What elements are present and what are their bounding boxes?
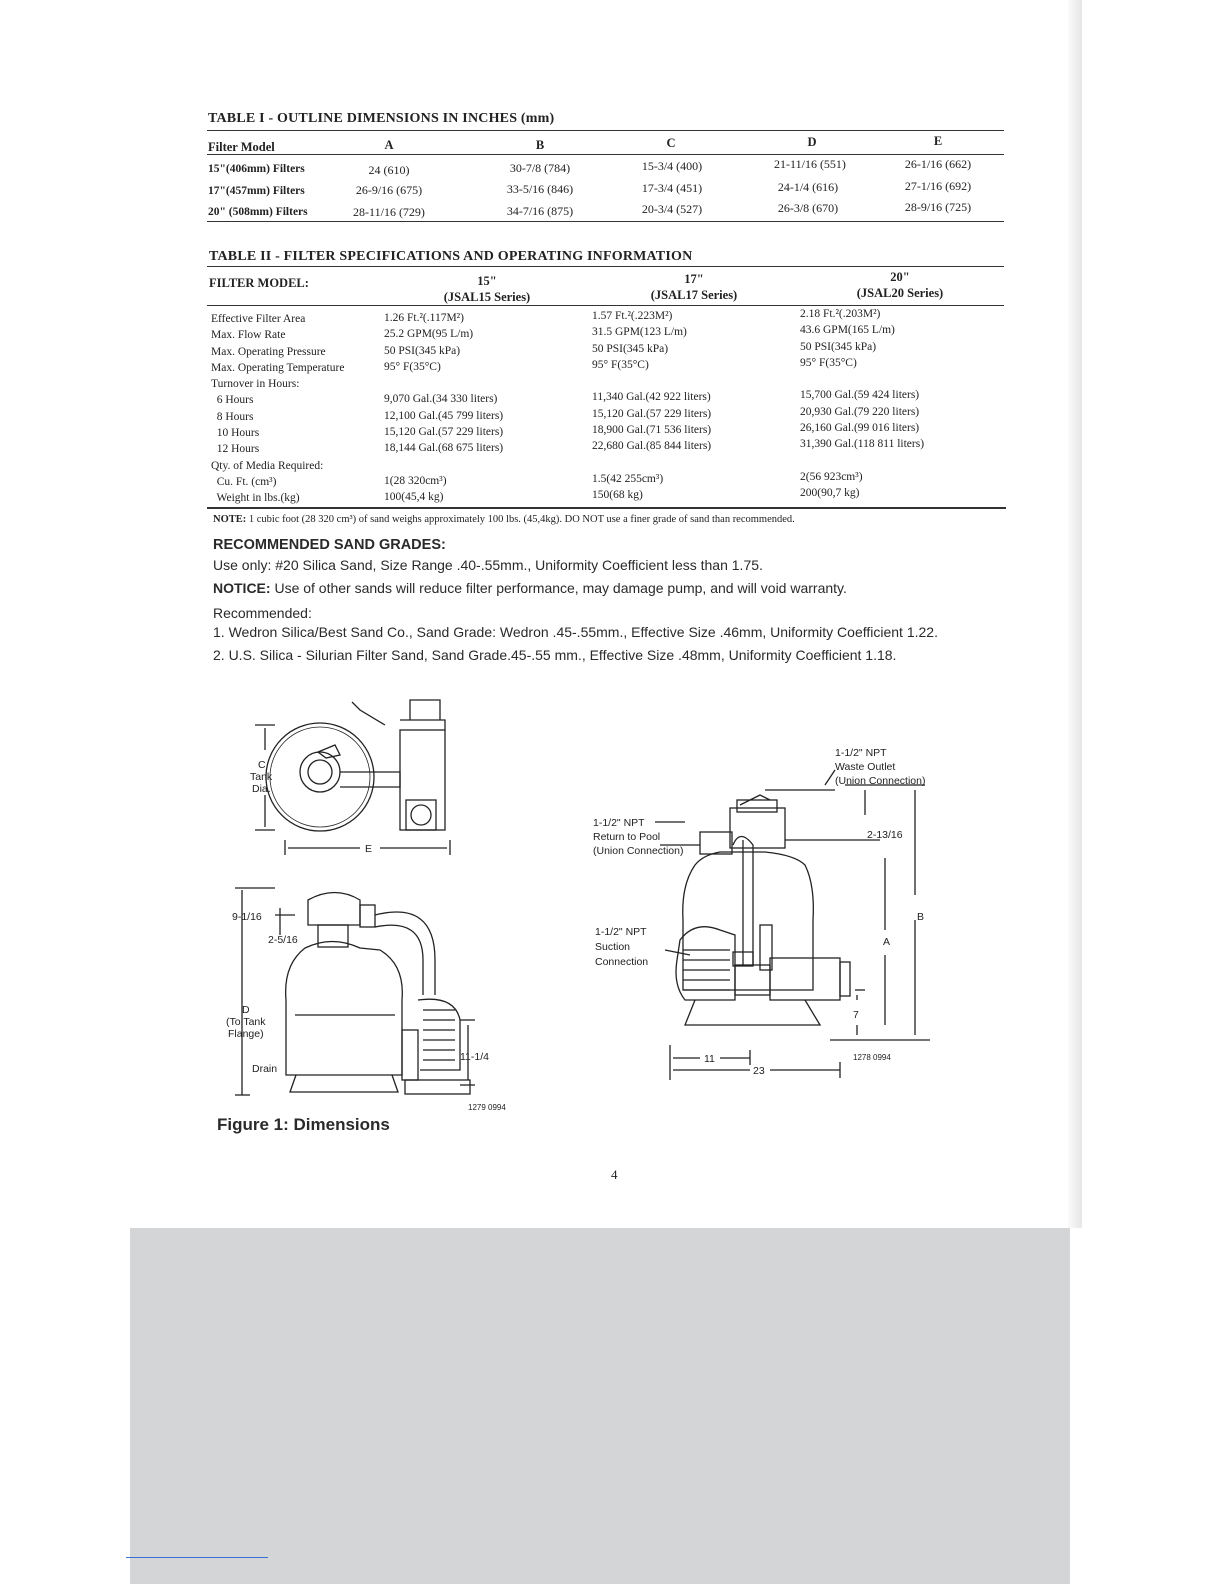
side-view-b-label: B — [917, 911, 925, 923]
table1-header-model: Filter Model — [208, 140, 275, 154]
notice-text: Use of other sands will reduce filter performance, may damage pump, and will void warranty. — [270, 580, 847, 596]
table2-model-17-size: 17" — [684, 272, 704, 286]
table1-row1-b: 30-7/8 (784) — [509, 161, 571, 175]
table1-row1-c: 15-3/4 (400) — [641, 159, 703, 173]
figure-top-view — [240, 690, 470, 860]
waste-label-3: (Union Connection) — [835, 775, 926, 787]
table1-row3-d: 26-3/8 (670) — [777, 201, 839, 215]
table1-header-rule — [207, 154, 1004, 155]
side-view-dim-11: 11 — [704, 1053, 715, 1065]
table1-row2-c: 17-3/4 (451) — [641, 181, 703, 195]
front-view-d-label: D — [242, 1004, 250, 1016]
suction-label-3: Connection — [595, 956, 649, 968]
front-view-to-tank: (To Tank — [226, 1016, 266, 1028]
table1-header-a: A — [384, 138, 394, 152]
table1-title: TABLE I - OUTLINE DIMENSIONS IN INCHES (mm) — [208, 111, 555, 126]
note-label: NOTE: — [213, 514, 247, 525]
table1-row1-d: 21-11/16 (551) — [774, 157, 846, 171]
link-underline[interactable] — [126, 1557, 268, 1558]
table2-top-rule — [207, 266, 1004, 267]
front-view-drain: Drain — [252, 1063, 278, 1075]
page-right-edge — [1068, 0, 1082, 1228]
table1-row2-a: 26-9/16 (675) — [355, 183, 423, 197]
sand-notice — [213, 580, 847, 596]
table2-model-label: FILTER MODEL: — [209, 276, 309, 290]
return-label-3: (Union Connection) — [593, 845, 684, 857]
sand-recommended: Recommended: — [213, 605, 312, 621]
table1-row2-e: 27-1/16 (692) — [904, 179, 972, 193]
sand-item-1: 1. Wedron Silica/Best Sand Co., Sand Grade: Wedron .45-.55mm., Effective Size .46mm, Uniformity Coefficient 1.22. — [213, 624, 938, 640]
table1-header-b: B — [535, 138, 545, 152]
front-view-flange: Flange) — [228, 1028, 264, 1040]
table1-row2-d: 24-1/4 (616) — [777, 180, 839, 194]
table1-row1-a: 24 (610) — [368, 163, 410, 177]
sand-heading: RECOMMENDED SAND GRADES: — [213, 537, 446, 553]
table1-row3-a: 28-11/16 (729) — [353, 205, 425, 219]
note-text: 1 cubic foot (28 320 cm³) of sand weighs approximately 100 lbs. (45,4kg). DO NOT use a finer grade of sand than recommended. — [246, 514, 795, 525]
table1-row2-model: 17"(457mm) Filters — [208, 185, 305, 197]
table1-row3-b: 34-7/16 (875) — [506, 204, 574, 218]
suction-label-1: 1-1/2" NPT — [595, 926, 647, 938]
sand-use-only: Use only: #20 Silica Sand, Size Range .40-.55mm., Uniformity Coefficient less than 1.75. — [213, 557, 763, 573]
top-view-tank-label: Tank — [250, 771, 273, 783]
figure-side-view — [585, 740, 955, 1085]
table2-model-20-series: (JSAL20 Series) — [856, 286, 944, 300]
table1-row1-e: 26-1/16 (662) — [904, 157, 972, 171]
front-view-dim-2: 2-5/16 — [268, 934, 298, 946]
table1-row3-e: 28-9/16 (725) — [904, 200, 972, 214]
side-view-a-label: A — [883, 936, 891, 948]
table2-title: TABLE II - FILTER SPECIFICATIONS AND OPERATING INFORMATION — [209, 249, 693, 264]
table2-model-15-size: 15" — [477, 274, 497, 288]
waste-label-2: Waste Outlet — [835, 761, 896, 773]
waste-label-1: 1-1/2" NPT — [835, 747, 887, 759]
table1-header-d: D — [807, 135, 817, 149]
side-view-code: 1278 0994 — [853, 1053, 891, 1062]
table1-bottom-rule — [207, 221, 1004, 222]
table2-model-17-series: (JSAL17 Series) — [650, 288, 738, 302]
table2-bottom-rule — [207, 507, 1006, 509]
table1-row3-c: 20-3/4 (527) — [641, 202, 703, 216]
sand-item-2: 2. U.S. Silica - Silurian Filter Sand, Sand Grade.45-.55 mm., Effective Size .48mm, Uniformity Coefficient 1.18. — [213, 647, 897, 663]
table2-note — [213, 514, 795, 525]
side-view-dim-7: 7 — [853, 1009, 859, 1021]
front-view-dim-11: 11-1/4 — [460, 1051, 489, 1063]
table1-header-e: E — [933, 134, 943, 148]
table2-model-20-size: 20" — [890, 270, 910, 284]
table1-top-rule — [207, 130, 1004, 131]
return-label-2: Return to Pool — [593, 831, 661, 843]
scan-background — [130, 1228, 1070, 1584]
front-view-code: 1279 0994 — [468, 1103, 506, 1112]
front-view-dim-9: 9-1/16 — [232, 911, 262, 923]
table2-col-20: 2.18 Ft.²(.203M²) 43.6 GPM(165 L/m) 50 PSI(345 kPa) 95° F(35°C) 15,700 Gal.(59 424 liters) 20,930 Gal.(79 220 liters) 26,160 Gal.(99 016 liters) 31,390 Gal.(118 811 liters) 2(56 923cm³) 200(90,7 kg) — [800, 308, 925, 500]
side-view-dim-23: 23 — [753, 1065, 765, 1077]
table2-col-15: 1.26 Ft.²(.117M²) 25.2 GPM(95 L/m) 50 PSI(345 kPa) 95° F(35°C) 9,070 Gal.(34 330 liters) 12,100 Gal.(45 799 liters) 15,120 Gal.(57 229 liters) 18,144 Gal.(68 675 liters) 1(28 320cm³) 100(45,4 kg) — [384, 312, 504, 504]
notice-label: NOTICE: — [213, 580, 271, 596]
figure-caption: Figure 1: Dimensions — [217, 1115, 390, 1134]
table2-row-labels: Effective Filter Area Max. Flow Rate Max. Operating Pressure Max. Operating Temperature Turnover in Hours: 6 Hours 8 Hours 10 Hours 12 Hours Qty. of Media Required: Cu. Ft. (cm³) Weight in lbs.(kg) — [211, 313, 345, 505]
top-view-dia-label: Dia. — [252, 783, 271, 795]
page-number: 4 — [611, 1167, 618, 1182]
figure-front-view — [220, 880, 520, 1120]
return-label-1: 1-1/2" NPT — [593, 817, 645, 829]
table1-row3-model: 20" (508mm) Filters — [208, 206, 308, 218]
table1-header-c: C — [666, 136, 676, 150]
table2-col-17: 1.57 Ft.²(.223M²) 31.5 GPM(123 L/m) 50 PSI(345 kPa) 95° F(35°C) 11,340 Gal.(42 922 liters) 15,120 Gal.(57 229 liters) 18,900 Gal.(71 536 liters) 22,680 Gal.(85 844 liters) 1.5(42 255cm³) 150(68 kg) — [592, 310, 712, 502]
top-view-e-label: E — [365, 843, 373, 855]
table2-model-15-series: (JSAL15 Series) — [443, 290, 531, 304]
side-view-dim-213: 2-13/16 — [867, 829, 903, 841]
suction-label-2: Suction — [595, 941, 631, 953]
table1-row2-b: 33-5/16 (846) — [506, 182, 574, 196]
table1-row1-model: 15"(406mm) Filters — [208, 163, 305, 175]
top-view-c-label: C — [258, 759, 266, 771]
